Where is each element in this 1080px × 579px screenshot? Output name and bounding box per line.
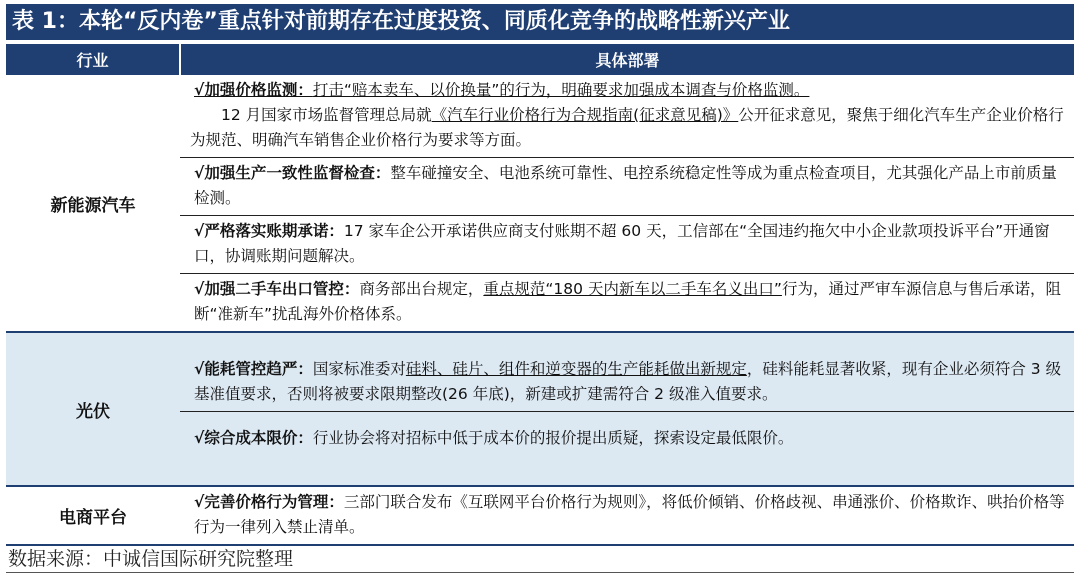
ev-item-consistency: √加强生产一致性监督检查：整车碰撞安全、电池系统可靠性、电控系统稳定性等成为重点检查项目，尤其强化产品上市前质量检测。	[180, 158, 1074, 216]
table-title: 表 1：本轮“反内卷”重点针对前期存在过度投资、同质化竞争的战略性新兴产业	[6, 4, 1074, 40]
row-pv	[6, 332, 1074, 486]
header-industry: 行业	[6, 44, 180, 75]
ev-item-price-monitoring	[180, 75, 1074, 158]
ev-item-used-car-export: √加强二手车出口管控：商务部出台规定，重点规范“180 天内新车以二手车名义出口”行为，通过严审车源信息与售后承诺，阻断“准新车”扰乱海外价格体系。	[194, 280, 1061, 323]
industry-ev: 新能源汽车	[6, 75, 180, 332]
pv-item-energy: √能耗管控趋严：国家标准委对硅料、硅片、组件和逆变器的生产能耗做出新规定，硅料能耗显著收紧，现有企业必须符合 3 级基准值要求，否则将被要求限期整改(26 年底)，新建或扩建需符合 2 级准入值要求。	[180, 354, 1074, 412]
ev-item-payment-terms: √严格落实账期承诺：17 家车企公开承诺供应商支付账期不超 60 天，工信部在“全国违约拖欠中小企业款项投诉平台”开通窗口，协调账期问题解决。	[180, 216, 1074, 274]
row-ev	[6, 75, 1074, 332]
header-detail: 具体部署	[180, 44, 1074, 75]
pv-item-cost-limit: √综合成本限价：行业协会将对招标中低于成本价的报价提出质疑，探索设定最低限价。	[194, 428, 794, 447]
detail-ev	[180, 75, 1074, 332]
detail-ecom	[180, 486, 1074, 545]
ecom-item-pricing: √完善价格行为管理：三部门联合发布《互联网平台价格行为规则》，将低价倾销、价格歧视、串通涨价、价格欺诈、哄抬价格等行为一律列入禁止清单。	[194, 493, 1065, 536]
policy-table	[6, 44, 1074, 546]
footer-divider	[6, 572, 1074, 573]
row-ecom	[6, 486, 1074, 545]
industry-pv: 光伏	[6, 332, 180, 486]
industry-ecom: 电商平台	[6, 486, 180, 545]
ev-item-0-underlined: √加强价格监测：打击“赔本卖车、以价换量”的行为，明确要求加强成本调查与价格监测。	[194, 81, 810, 99]
table-header-row	[6, 44, 1074, 75]
source-note: 数据来源：中诚信国际研究院整理	[8, 548, 294, 570]
ev-item-0-line	[194, 78, 1066, 103]
detail-pv	[180, 332, 1074, 486]
ev-item-0-extra: 12 月国家市场监督管理总局就《汽车行业价格行为合规指南(征求意见稿)》公开征求意见，聚焦于细化汽车生产企业价格行为规范、明确汽车销售企业价格行为要求等方面。	[190, 106, 1064, 149]
